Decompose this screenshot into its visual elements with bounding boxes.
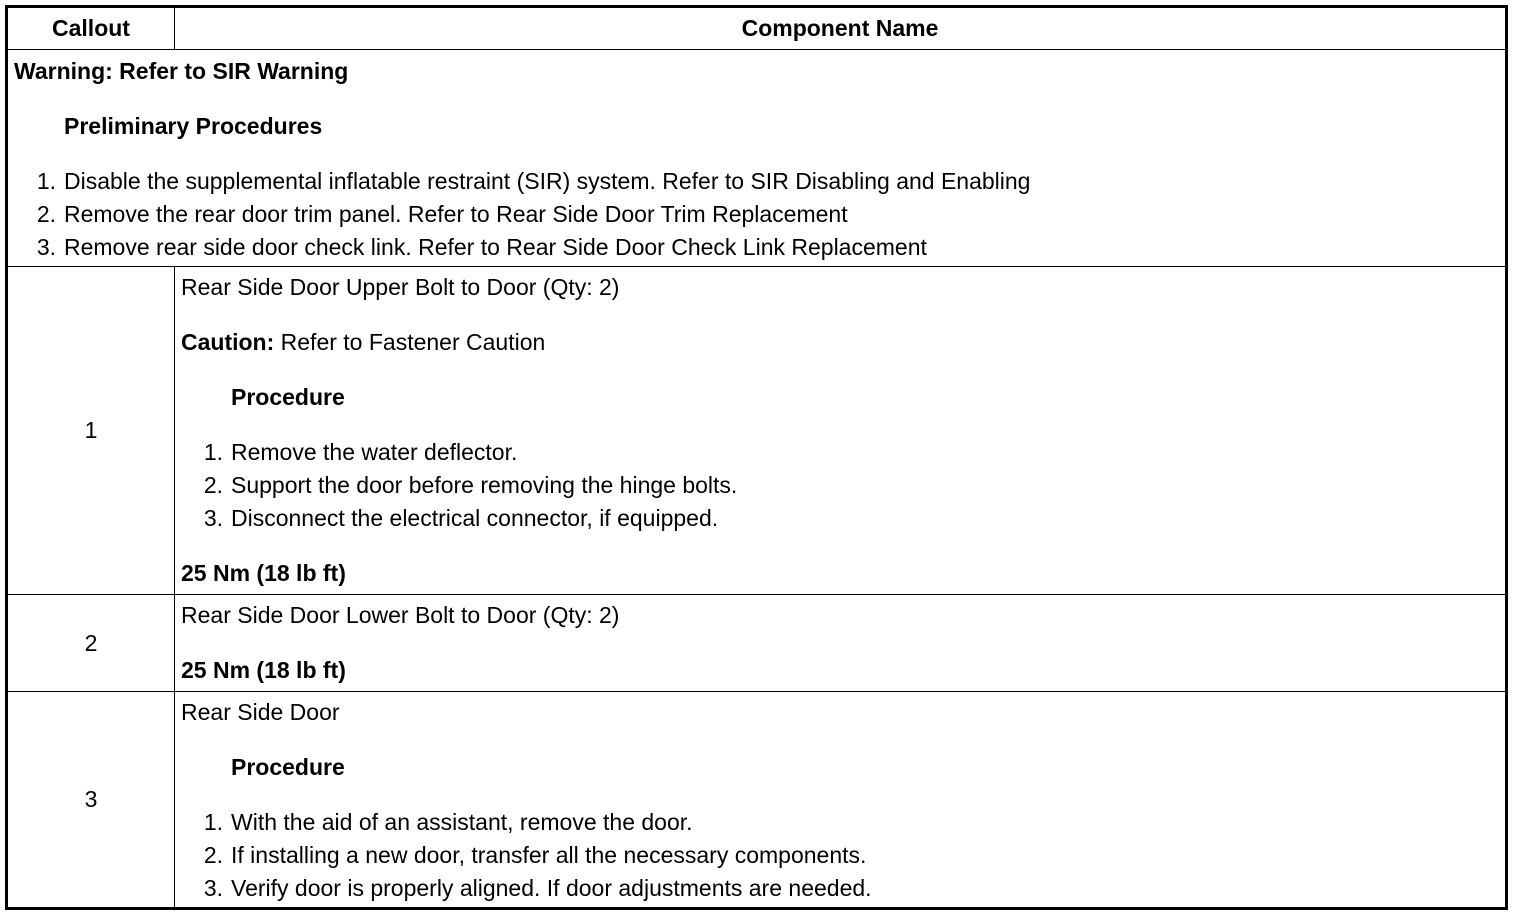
caution-text: Refer to Fastener Caution bbox=[274, 329, 546, 355]
component-cell bbox=[175, 267, 1507, 595]
preliminary-row bbox=[7, 50, 1507, 267]
component-name: Rear Side Door bbox=[181, 699, 340, 725]
component-cell bbox=[175, 692, 1507, 909]
callout-number: 2 bbox=[7, 595, 175, 692]
step-text: If installing a new door, transfer all the necessary components. bbox=[231, 842, 867, 868]
component-name: Rear Side Door Lower Bolt to Door (Qty: 2) bbox=[181, 602, 620, 628]
step-text: Disconnect the electrical connector, if equipped. bbox=[231, 505, 719, 531]
step-number: 3. bbox=[36, 234, 56, 260]
step-text: Verify door is properly aligned. If door adjustments are needed. bbox=[231, 875, 872, 901]
list-item bbox=[14, 198, 1499, 231]
component-cell bbox=[175, 595, 1507, 692]
component-name: Rear Side Door Upper Bolt to Door (Qty: 2) bbox=[181, 274, 620, 300]
table-header-row bbox=[7, 7, 1507, 50]
step-text: Disable the supplemental inflatable restraint (SIR) system. Refer to SIR Disabling and Enabling bbox=[64, 168, 1031, 194]
list-item bbox=[181, 469, 1499, 502]
procedure-heading: Procedure bbox=[231, 384, 345, 410]
list-item bbox=[14, 165, 1499, 198]
caution-note bbox=[181, 326, 1499, 359]
table-row bbox=[7, 692, 1507, 909]
preliminary-heading: Preliminary Procedures bbox=[64, 113, 323, 139]
table-row bbox=[7, 595, 1507, 692]
list-item bbox=[181, 839, 1499, 872]
preliminary-cell bbox=[7, 50, 1507, 267]
procedure-steps bbox=[181, 806, 1499, 905]
step-text: With the aid of an assistant, remove the door. bbox=[231, 809, 693, 835]
caution-label: Caution: bbox=[181, 329, 275, 355]
step-number: 2. bbox=[203, 842, 223, 868]
callout-number: 1 bbox=[7, 267, 175, 595]
step-number: 1. bbox=[36, 168, 56, 194]
preliminary-steps bbox=[14, 165, 1499, 264]
procedure-steps bbox=[181, 436, 1499, 535]
step-text: Remove rear side door check link. Refer to Rear Side Door Check Link Replacement bbox=[64, 234, 927, 260]
callout-number: 3 bbox=[7, 692, 175, 909]
list-item bbox=[181, 436, 1499, 469]
torque-spec: 25 Nm (18 lb ft) bbox=[181, 657, 346, 683]
step-text: Remove the rear door trim panel. Refer to Rear Side Door Trim Replacement bbox=[64, 201, 848, 227]
procedure-heading: Procedure bbox=[231, 754, 345, 780]
step-text: Remove the water deflector. bbox=[231, 439, 518, 465]
sir-warning: Warning: Refer to SIR Warning bbox=[14, 58, 349, 84]
procedure-table bbox=[5, 5, 1508, 910]
callout-column-header: Callout bbox=[7, 7, 175, 50]
step-number: 2. bbox=[36, 201, 56, 227]
list-item bbox=[181, 872, 1499, 905]
step-text: Support the door before removing the hinge bolts. bbox=[231, 472, 738, 498]
list-item bbox=[181, 806, 1499, 839]
component-column-header: Component Name bbox=[175, 7, 1507, 50]
table-row bbox=[7, 267, 1507, 595]
step-number: 3. bbox=[203, 505, 223, 531]
torque-spec: 25 Nm (18 lb ft) bbox=[181, 560, 346, 586]
step-number: 2. bbox=[203, 472, 223, 498]
step-number: 1. bbox=[203, 439, 223, 465]
step-number: 1. bbox=[203, 809, 223, 835]
list-item bbox=[14, 231, 1499, 264]
list-item bbox=[181, 502, 1499, 535]
step-number: 3. bbox=[203, 875, 223, 901]
